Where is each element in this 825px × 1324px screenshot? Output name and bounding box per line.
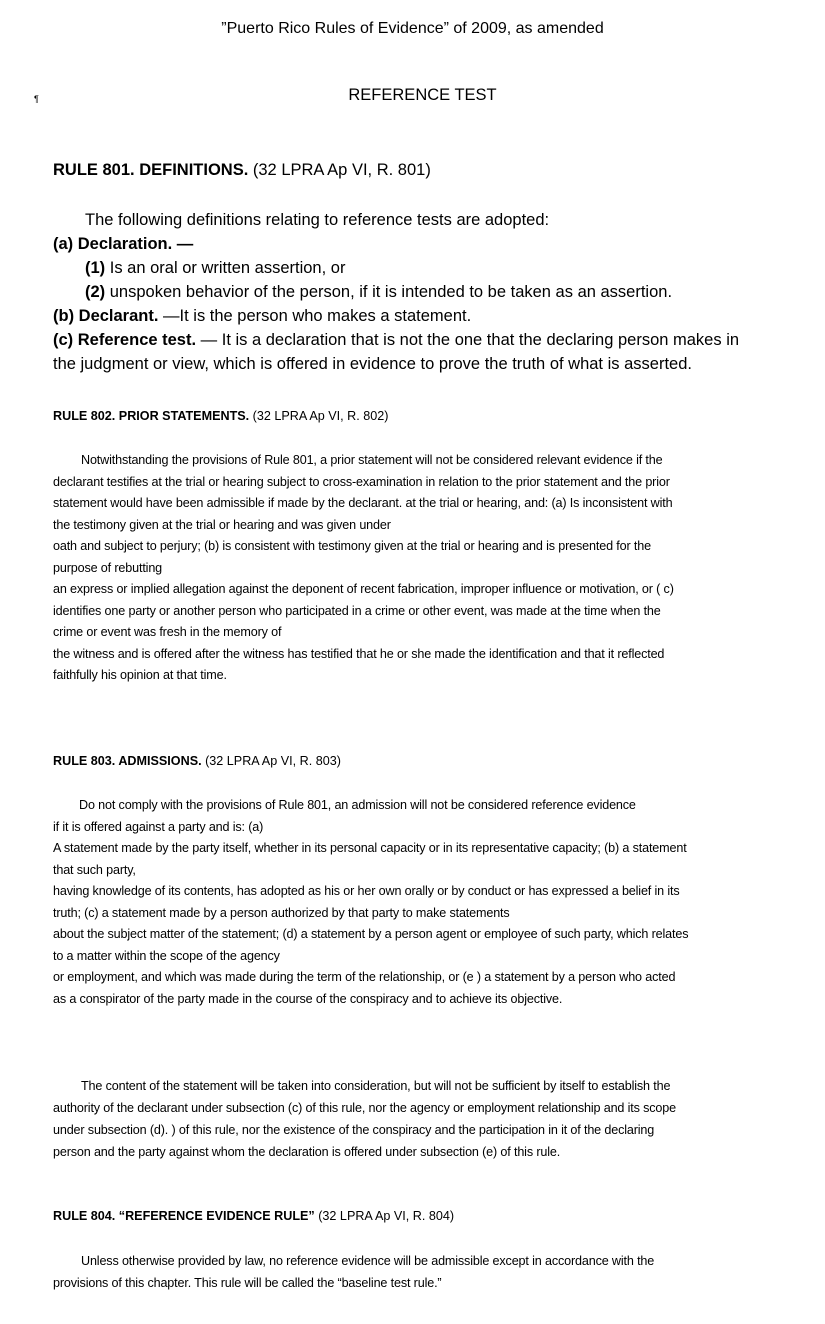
- rule-802-line: faithfully his opinion at that time.: [53, 668, 227, 682]
- rule-801-b-text: —It is the person who makes a statement.: [158, 307, 472, 325]
- rule-804-heading: [53, 1209, 454, 1223]
- rule-801-a2-label: (2): [85, 283, 106, 301]
- rule-804-heading-cite: (32 LPRA Ap VI, R. 804): [314, 1209, 455, 1223]
- rule-803-heading-title: RULE 803. ADMISSIONS.: [53, 754, 202, 768]
- rule-802-line: oath and subject to perjury; (b) is consistent with testimony given at the trial or hearing and is presented for the: [53, 539, 651, 553]
- rule-804-paragraph: [53, 1250, 813, 1294]
- rule-803-paragraph: [53, 795, 813, 1010]
- rule-803-line: Do not comply with the provisions of Rule 801, an admission will not be considered reference evidence: [79, 798, 636, 812]
- rule-801-a: [53, 232, 193, 256]
- rule-803-line: to a matter within the scope of the agency: [53, 948, 280, 963]
- rule-801-a1-label: (1): [85, 259, 106, 277]
- rule-803-para2-line: The content of the statement will be taken into consideration, but will not be sufficient by itself to establish the: [81, 1079, 671, 1093]
- rule-802-line: Notwithstanding the provisions of Rule 801, a prior statement will not be considered relevant evidence if the: [81, 453, 663, 467]
- rule-802-heading-cite: (32 LPRA Ap VI, R. 802): [249, 409, 389, 423]
- rule-802-paragraph: [53, 450, 813, 687]
- rule-803-line: about the subject matter of the statement; (d) a statement by a person agent or employee of such party, which relates: [53, 927, 689, 941]
- rule-802-line: crime or event was fresh in the memory of: [53, 625, 282, 639]
- rule-803-line: as a conspirator of the party made in the course of the conspiracy and to achieve its objective.: [53, 991, 563, 1006]
- rule-803-line: that such party,: [53, 862, 136, 877]
- rule-803-line: or employment, and which was made during the term of the relationship, or (e ) a statement by a person who acted: [53, 970, 676, 984]
- rule-803-line: A statement made by the party itself, whether in its personal capacity or in its representative capacity; (b) a statement: [53, 841, 687, 855]
- rule-801-c-line-2: the judgment or view, which is offered in evidence to prove the truth of what is asserted.: [53, 355, 692, 373]
- rule-803-heading-cite: (32 LPRA Ap VI, R. 803): [201, 754, 341, 768]
- rule-801-a-label: (a) Declaration. —: [53, 235, 194, 253]
- document-title: ”Puerto Rico Rules of Evidence” of 2009, as amended: [221, 20, 604, 37]
- rule-801-a2: [85, 280, 672, 304]
- rule-802-heading-title: RULE 802. PRIOR STATEMENTS.: [53, 409, 250, 423]
- rule-801-a2-text: unspoken behavior of the person, if it is intended to be taken as an assertion.: [105, 283, 673, 301]
- rule-804-heading-title: RULE 804. “REFERENCE EVIDENCE RULE”: [53, 1209, 315, 1223]
- rule-801-a1: [85, 256, 345, 280]
- rule-802-line: the testimony given at the trial or hearing and was given under: [53, 517, 391, 532]
- rule-803-line: truth; (c) a statement made by a person authorized by that party to make statements: [53, 905, 510, 920]
- rule-801-b-label: (b) Declarant.: [53, 307, 159, 325]
- rule-803-paragraph-2: [53, 1075, 813, 1163]
- margin-mark: ¶: [34, 94, 39, 104]
- rule-801-heading-cite: (32 LPRA Ap VI, R. 801): [248, 161, 431, 179]
- rule-801-c-line-1: [53, 328, 813, 352]
- rule-804-line: Unless otherwise provided by law, no reference evidence will be admissible except in accordance with the: [81, 1254, 655, 1268]
- rule-801-c-text-1: — It is a declaration that is not the one that the declaring person makes in: [196, 331, 740, 349]
- rule-802-line: the witness and is offered after the witness has testified that he or she made the identification and that it reflected: [53, 646, 665, 661]
- rule-802-line: statement would have been admissible if made by the declarant. at the trial or hearing, and: (a) Is inconsistent with: [53, 496, 673, 510]
- rule-801-heading-title: RULE 801. DEFINITIONS.: [53, 161, 249, 179]
- rule-803-heading: [53, 754, 341, 768]
- rule-802-line: declarant testifies at the trial or hearing subject to cross-examination in relation to the prior statement and the prior: [53, 474, 670, 489]
- rule-801-c: [53, 328, 813, 376]
- rule-803-line: having knowledge of its contents, has adopted as his or her own orally or by conduct or has expressed a belief in its: [53, 884, 680, 898]
- rule-803-para2-line: authority of the declarant under subsection (c) of this rule, nor the agency or employment relationship and its scope: [53, 1101, 676, 1115]
- rule-803-line: if it is offered against a party and is: (a): [53, 819, 264, 834]
- rule-802-heading: [53, 409, 388, 423]
- rule-801-a1-text: Is an oral or written assertion, or: [105, 259, 346, 277]
- rule-803-para2-line: person and the party against whom the declaration is offered under subsection (e) of this rule.: [53, 1145, 561, 1159]
- rule-802-line: identifies one party or another person who participated in a crime or other event, was made at the time when the: [53, 603, 661, 618]
- rule-802-line: purpose of rebutting: [53, 560, 163, 575]
- rule-801-heading: [53, 161, 431, 180]
- rule-801-c-label: (c) Reference test.: [53, 331, 197, 349]
- rule-801-b: [53, 304, 471, 328]
- section-title: REFERENCE TEST: [348, 86, 497, 104]
- rule-802-line: an express or implied allegation against the deponent of recent fabrication, improper influence or motivation, or ( c): [53, 582, 674, 596]
- rule-803-para2-line: under subsection (d). ) of this rule, nor the existence of the conspiracy and the participation in it of the declaring: [53, 1123, 655, 1137]
- rule-804-line: provisions of this chapter. This rule will be called the “baseline test rule.”: [53, 1276, 442, 1290]
- rule-801-intro: The following definitions relating to reference tests are adopted:: [85, 211, 550, 229]
